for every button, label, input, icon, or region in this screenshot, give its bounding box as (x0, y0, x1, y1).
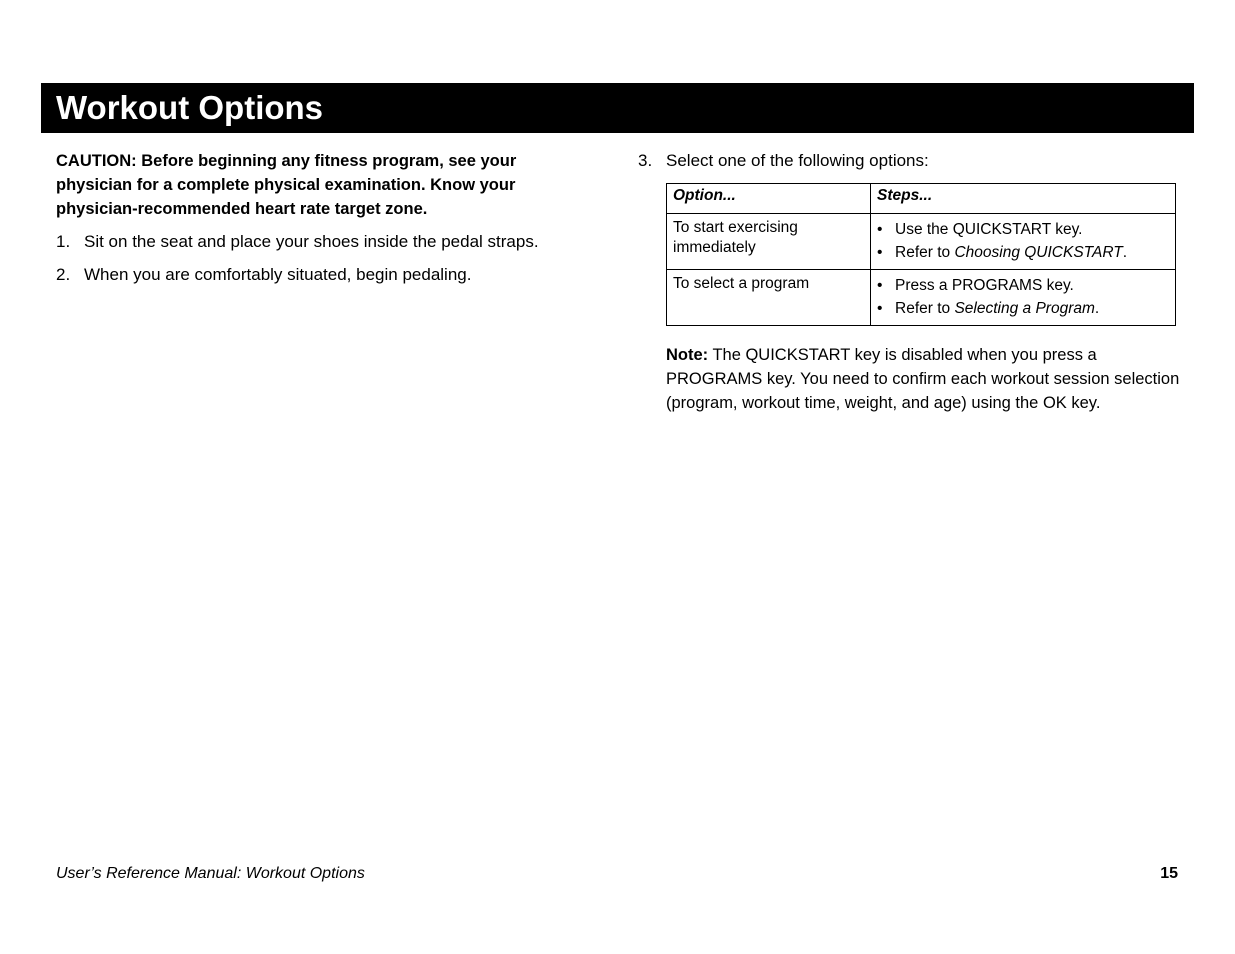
bullet-prefix: Refer to (895, 300, 955, 317)
bullet-icon: • (877, 277, 883, 294)
note-text: The QUICKSTART key is disabled when you press a PROGRAMS key. You need to confirm each workout session selection (program, workout time, weight, and age) using the OK key. (666, 346, 1180, 412)
cross-reference: Choosing QUICKSTART (954, 244, 1123, 261)
right-column (638, 149, 1183, 415)
page-number: 15 (1160, 865, 1178, 882)
list-item (877, 274, 1169, 297)
cross-reference: Selecting a Program (954, 300, 1095, 317)
bullet-icon: • (877, 221, 883, 238)
bullet-icon: • (877, 244, 883, 261)
list-item (877, 218, 1169, 241)
note-paragraph (666, 343, 1186, 415)
list-item (877, 297, 1169, 320)
list-item (877, 241, 1169, 264)
option-cell: To select a program (667, 270, 871, 326)
step-number: 3. (638, 151, 653, 170)
table-row (667, 214, 1176, 270)
left-column (56, 149, 556, 296)
caution-text: CAUTION: Before beginning any fitness program, see your physician for a complete physical examination. Know your physician-recommended heart rate target zone. (56, 152, 517, 218)
bullet-prefix: Refer to (895, 244, 955, 261)
step-text: Select one of the following options: (666, 151, 929, 170)
bullet-icon: • (877, 300, 883, 317)
column-header-option: Option... (667, 184, 871, 214)
table-row (667, 270, 1176, 326)
step-2 (56, 263, 556, 287)
bullet-suffix: . (1122, 244, 1128, 261)
page-title: Workout Options (41, 83, 1194, 133)
note-label: Note: (666, 346, 709, 364)
step-number: 1. (56, 232, 71, 251)
steps-cell (871, 270, 1176, 326)
options-table (666, 183, 1176, 326)
option-cell: To start exercising immediately (667, 214, 871, 270)
step-3 (638, 149, 1183, 173)
step-1 (56, 230, 556, 254)
step-text: When you are comfortably situated, begin pedaling. (84, 265, 472, 284)
table-header-row (667, 184, 1176, 214)
column-header-steps: Steps... (871, 184, 1176, 214)
steps-cell (871, 214, 1176, 270)
bullet-text: Use the QUICKSTART key. (895, 221, 1083, 238)
step-number: 2. (56, 265, 71, 284)
footer-title: User’s Reference Manual: Workout Options (56, 865, 365, 882)
step-text: Sit on the seat and place your shoes inside the pedal straps. (84, 232, 539, 251)
bullet-suffix: . (1094, 300, 1100, 317)
bullet-text: Press a PROGRAMS key. (895, 277, 1074, 294)
